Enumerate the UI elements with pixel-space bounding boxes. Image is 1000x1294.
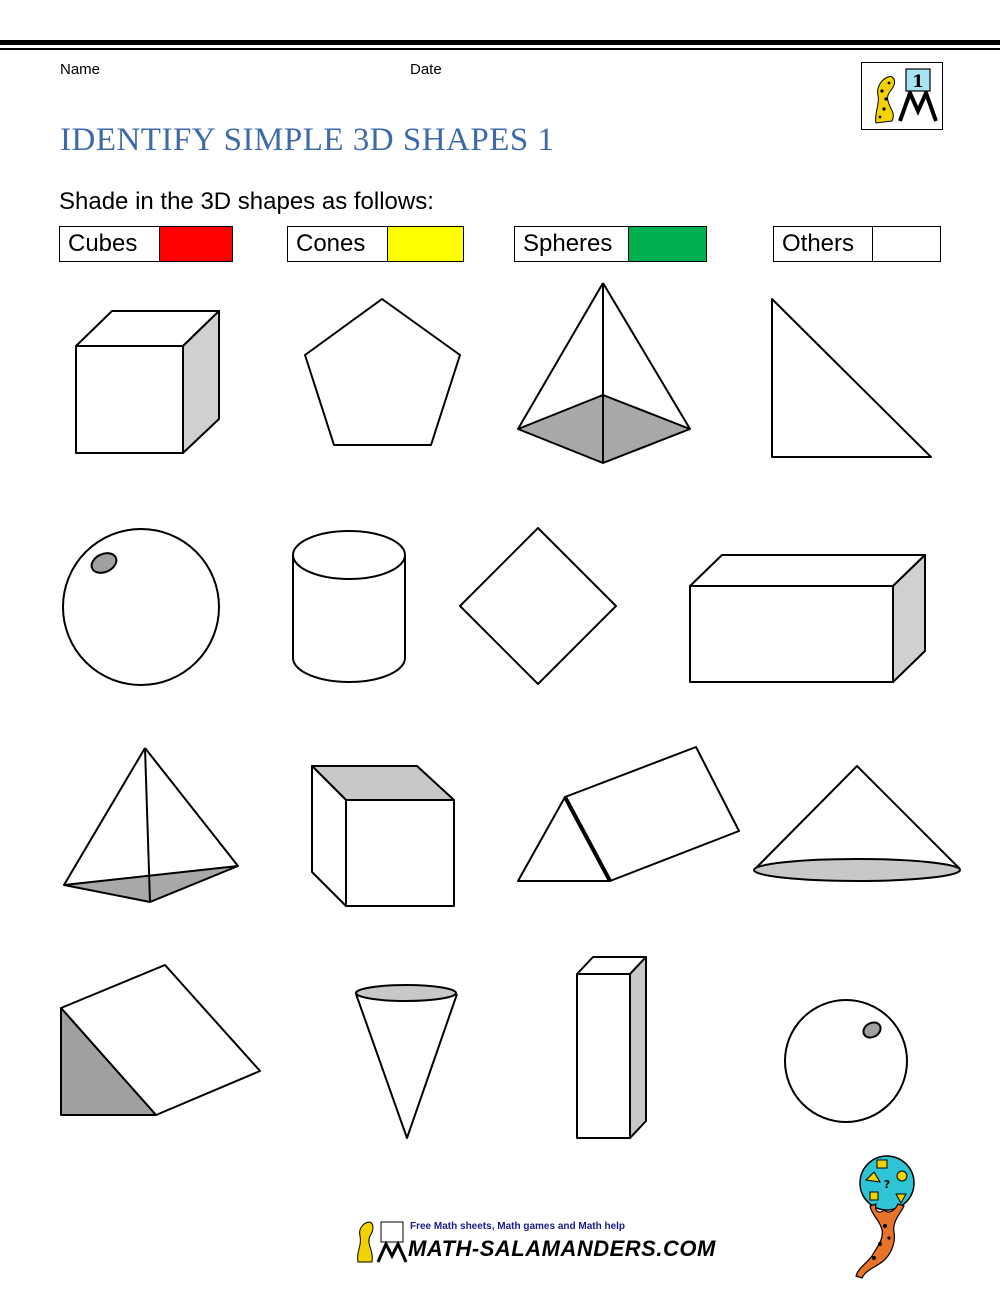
date-label: Date xyxy=(410,61,442,78)
page-title: IDENTIFY SIMPLE 3D SHAPES 1 xyxy=(60,122,555,158)
name-label: Name xyxy=(60,61,101,78)
footer-logo xyxy=(358,1222,406,1262)
key-spheres-label: Spheres xyxy=(515,227,629,261)
shape-triangular-pyramid[interactable] xyxy=(64,748,238,902)
shape-triangular-prism[interactable] xyxy=(518,747,739,881)
salamander-mascot-icon xyxy=(856,1156,914,1278)
shape-pentagon[interactable] xyxy=(305,299,460,445)
footer-site-link[interactable]: MATH-SALAMANDERS.COM xyxy=(408,1236,716,1261)
shape-cube-1[interactable] xyxy=(76,311,219,453)
shape-right-triangle[interactable] xyxy=(772,299,931,457)
key-cubes-label: Cubes xyxy=(60,227,160,261)
shape-square-pyramid[interactable] xyxy=(518,283,690,463)
instructions-text: Shade in the 3D shapes as follows: xyxy=(59,188,434,215)
key-others-label: Others xyxy=(774,227,873,261)
shape-cuboid[interactable] xyxy=(690,555,925,682)
shape-cube-2[interactable] xyxy=(312,766,454,906)
shape-sphere-1[interactable] xyxy=(63,529,219,685)
shape-cone[interactable] xyxy=(754,766,960,881)
shape-cylinder[interactable] xyxy=(293,531,405,682)
shape-diamond[interactable] xyxy=(460,528,616,684)
shape-sphere-2[interactable] xyxy=(785,1000,907,1122)
svg-text:?: ? xyxy=(883,1178,891,1191)
shape-inverted-cone[interactable] xyxy=(356,985,457,1138)
shape-wedge[interactable] xyxy=(61,965,260,1115)
footer-tagline: Free Math sheets, Math games and Math help xyxy=(410,1221,626,1232)
shape-tall-cuboid[interactable] xyxy=(577,957,646,1138)
key-cones-label: Cones xyxy=(288,227,388,261)
level-number: 1 xyxy=(912,72,924,92)
footer-board-icon xyxy=(381,1222,403,1242)
footer-salamander-icon xyxy=(358,1222,373,1262)
